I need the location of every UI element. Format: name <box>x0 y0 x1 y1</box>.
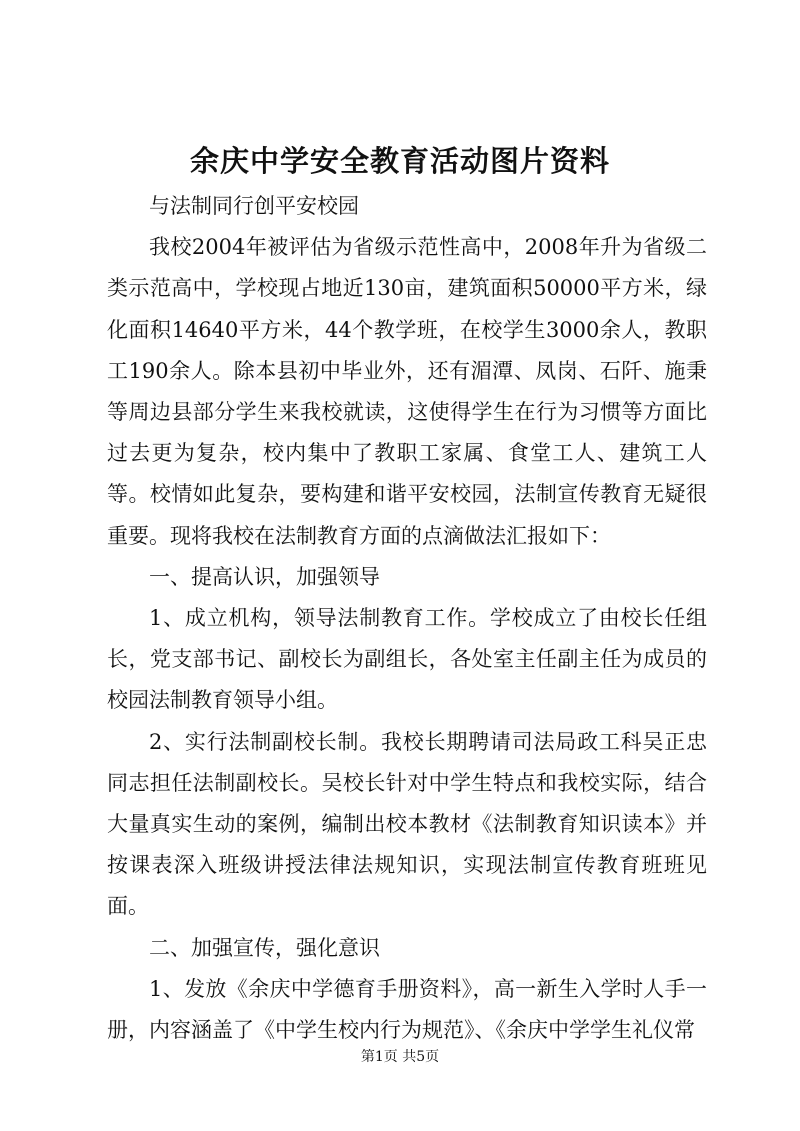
section-heading-2: 二、加强宣传，强化意识 <box>149 935 380 960</box>
page-footer: 第1页 共5页 <box>360 1049 440 1065</box>
intro-paragraph: 我校2004年被评估为省级示范性高中，2008年升为省级二类示范高中，学校现占地近130亩，建筑面积50000平方米，绿化面积14640平方米，44个教学班，在校学生3000余人，教职工190余人。除本县初中毕业外，还有湄潭、凤岗、石阡、施秉等周边县部分学生来我校就读，这使得学生在行为习惯等方面比过去更为复杂，校内集中了教职工家属、食堂工人、建筑工人等。校情如此复杂，要构建和谐平安校园，法制宣传教育无疑很重要。现将我校在法制教育方面的点滴做法汇报如下： <box>107 235 707 548</box>
document-title: 余庆中学安全教育活动图片资料 <box>189 144 610 178</box>
paragraph-2-1: 1、发放《余庆中学德育手册资料》，高一新生入学时人手一册，内容涵盖了《中学生校内行为规范》、《余庆中学学生礼仪常 <box>107 976 707 1043</box>
paragraph-1-2: 2、实行法制副校长制。我校长期聘请司法局政工科吴正忠同志担任法制副校长。吴校长针对中学生特点和我校实际，结合大量真实生动的案例，编制出校本教材《法制教育知识读本》并按课表深入班级讲授法律法规知识，实现法制宣传教育班班见面。 <box>107 729 707 919</box>
document-body <box>107 186 707 1051</box>
paragraph-1-1: 1、成立机构，领导法制教育工作。学校成立了由校长任组长，党支部书记、副校长为副组长，各处室主任副主任为成员的校园法制教育领导小组。 <box>107 606 707 713</box>
section-heading-1: 一、提高认识，加强领导 <box>149 564 380 589</box>
subtitle-paragraph: 与法制同行创平安校园 <box>149 194 359 218</box>
